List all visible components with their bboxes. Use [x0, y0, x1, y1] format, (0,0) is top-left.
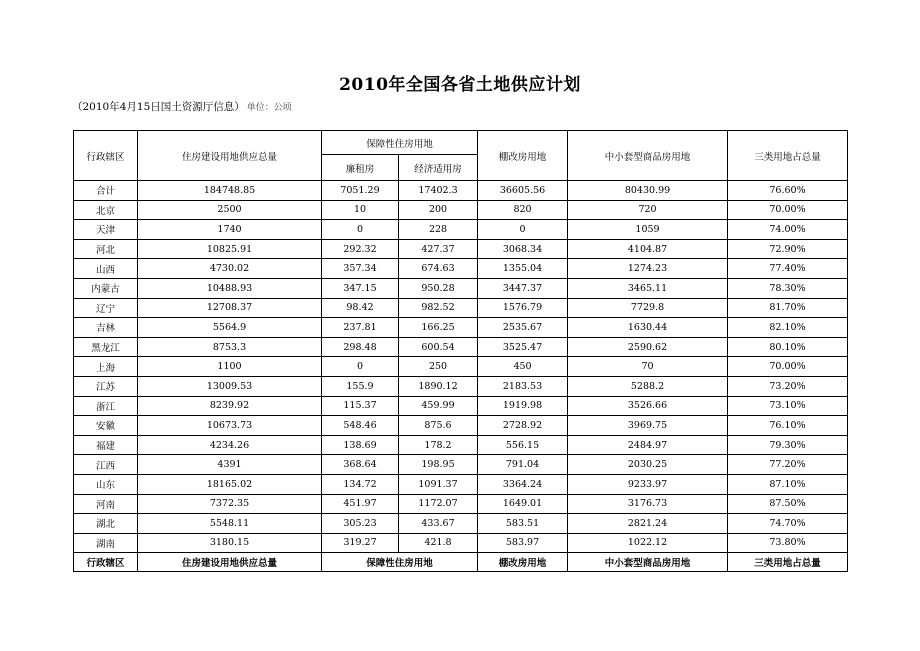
table-row — [74, 474, 848, 494]
cell-shantytown: 1355.04 — [478, 259, 568, 279]
cell-lowrent: 10 — [322, 200, 399, 220]
table-row — [74, 337, 848, 357]
cell-share: 79.30% — [728, 435, 848, 455]
cell-economic: 950.28 — [399, 278, 478, 298]
table-row — [74, 514, 848, 534]
footer-region: 行政辖区 — [74, 553, 138, 572]
table-row — [74, 455, 848, 475]
cell-shantytown: 820 — [478, 200, 568, 220]
cell-region: 湖南 — [74, 533, 138, 553]
cell-shantytown: 791.04 — [478, 455, 568, 475]
cell-smallmid: 9233.97 — [568, 474, 728, 494]
header-affordable-group: 保障性住房用地 — [322, 131, 478, 155]
cell-region: 北京 — [74, 200, 138, 220]
cell-total: 5564.9 — [138, 318, 322, 338]
cell-smallmid: 1274.23 — [568, 259, 728, 279]
cell-smallmid: 1630.44 — [568, 318, 728, 338]
cell-shantytown: 3068.34 — [478, 239, 568, 259]
cell-share: 76.10% — [728, 416, 848, 436]
cell-lowrent: 298.48 — [322, 337, 399, 357]
header-lowrent: 廉租房 — [322, 155, 399, 181]
cell-region: 天津 — [74, 220, 138, 240]
cell-shantytown: 0 — [478, 220, 568, 240]
cell-share: 74.70% — [728, 514, 848, 534]
cell-shantytown: 3525.47 — [478, 337, 568, 357]
cell-lowrent: 237.81 — [322, 318, 399, 338]
cell-total: 8753.3 — [138, 337, 322, 357]
cell-region: 合计 — [74, 181, 138, 201]
table-row — [74, 396, 848, 416]
cell-smallmid: 2821.24 — [568, 514, 728, 534]
cell-share: 70.00% — [728, 200, 848, 220]
cell-total: 4730.02 — [138, 259, 322, 279]
cell-lowrent: 451.97 — [322, 494, 399, 514]
cell-share: 82.10% — [728, 318, 848, 338]
table-row — [74, 318, 848, 338]
header-economic: 经济适用房 — [399, 155, 478, 181]
cell-lowrent: 0 — [322, 357, 399, 377]
cell-smallmid: 1022.12 — [568, 533, 728, 553]
cell-shantytown: 450 — [478, 357, 568, 377]
cell-share: 73.10% — [728, 396, 848, 416]
cell-share: 76.60% — [728, 181, 848, 201]
cell-region: 山东 — [74, 474, 138, 494]
cell-economic: 178.2 — [399, 435, 478, 455]
cell-shantytown: 2728.92 — [478, 416, 568, 436]
table-row — [74, 239, 848, 259]
cell-economic: 250 — [399, 357, 478, 377]
table-body — [74, 181, 848, 553]
cell-shantytown: 1919.98 — [478, 396, 568, 416]
table-row — [74, 298, 848, 318]
cell-share: 80.10% — [728, 337, 848, 357]
table-row — [74, 259, 848, 279]
footer-affordable: 保障性住房用地 — [322, 553, 478, 572]
cell-lowrent: 7051.29 — [322, 181, 399, 201]
source-note — [72, 99, 292, 114]
cell-economic: 982.52 — [399, 298, 478, 318]
cell-region: 内蒙古 — [74, 278, 138, 298]
cell-lowrent: 98.42 — [322, 298, 399, 318]
table-row — [74, 376, 848, 396]
cell-lowrent: 155.9 — [322, 376, 399, 396]
table-row — [74, 533, 848, 553]
table-row — [74, 357, 848, 377]
page-title: 2010年全国各省土地供应计划 — [339, 75, 581, 95]
table-row — [74, 494, 848, 514]
header-smallmid: 中小套型商品房用地 — [568, 131, 728, 181]
cell-lowrent: 292.32 — [322, 239, 399, 259]
cell-shantytown: 3364.24 — [478, 474, 568, 494]
cell-shantytown: 2535.67 — [478, 318, 568, 338]
cell-smallmid: 5288.2 — [568, 376, 728, 396]
cell-economic: 600.54 — [399, 337, 478, 357]
cell-region: 浙江 — [74, 396, 138, 416]
cell-region: 吉林 — [74, 318, 138, 338]
cell-smallmid: 7729.8 — [568, 298, 728, 318]
cell-region: 江苏 — [74, 376, 138, 396]
cell-total: 10825.91 — [138, 239, 322, 259]
cell-economic: 433.67 — [399, 514, 478, 534]
cell-total: 7372.35 — [138, 494, 322, 514]
cell-economic: 166.25 — [399, 318, 478, 338]
cell-region: 江西 — [74, 455, 138, 475]
table-row — [74, 416, 848, 436]
cell-lowrent: 0 — [322, 220, 399, 240]
table-row — [74, 435, 848, 455]
cell-region: 河北 — [74, 239, 138, 259]
cell-smallmid: 720 — [568, 200, 728, 220]
cell-lowrent: 305.23 — [322, 514, 399, 534]
cell-lowrent: 368.64 — [322, 455, 399, 475]
cell-shantytown: 2183.53 — [478, 376, 568, 396]
cell-region: 辽宁 — [74, 298, 138, 318]
cell-share: 74.00% — [728, 220, 848, 240]
footer-share: 三类用地占总量 — [728, 553, 848, 572]
cell-total: 8239.92 — [138, 396, 322, 416]
cell-total: 2500 — [138, 200, 322, 220]
table-row — [74, 200, 848, 220]
cell-lowrent: 347.15 — [322, 278, 399, 298]
cell-region: 山西 — [74, 259, 138, 279]
cell-total: 1740 — [138, 220, 322, 240]
table-row — [74, 278, 848, 298]
cell-share: 77.20% — [728, 455, 848, 475]
cell-smallmid: 1059 — [568, 220, 728, 240]
cell-share: 87.50% — [728, 494, 848, 514]
header-shantytown: 棚改房用地 — [478, 131, 568, 181]
header-share: 三类用地占总量 — [728, 131, 848, 181]
cell-economic: 228 — [399, 220, 478, 240]
cell-total: 10488.93 — [138, 278, 322, 298]
cell-lowrent: 134.72 — [322, 474, 399, 494]
cell-region: 黑龙江 — [74, 337, 138, 357]
cell-smallmid: 3526.66 — [568, 396, 728, 416]
cell-smallmid: 3176.73 — [568, 494, 728, 514]
cell-share: 70.00% — [728, 357, 848, 377]
cell-shantytown: 556.15 — [478, 435, 568, 455]
cell-economic: 459.99 — [399, 396, 478, 416]
cell-region: 安徽 — [74, 416, 138, 436]
cell-total: 3180.15 — [138, 533, 322, 553]
cell-economic: 875.6 — [399, 416, 478, 436]
cell-lowrent: 357.34 — [322, 259, 399, 279]
cell-shantytown: 36605.56 — [478, 181, 568, 201]
cell-lowrent: 548.46 — [322, 416, 399, 436]
cell-smallmid: 3465.11 — [568, 278, 728, 298]
cell-smallmid: 4104.87 — [568, 239, 728, 259]
cell-smallmid: 2484.97 — [568, 435, 728, 455]
cell-economic: 17402.3 — [399, 181, 478, 201]
cell-share: 73.80% — [728, 533, 848, 553]
table-row — [74, 181, 848, 201]
cell-economic: 200 — [399, 200, 478, 220]
cell-lowrent: 115.37 — [322, 396, 399, 416]
land-supply-table — [73, 130, 848, 572]
source-text: （2010年4月15日国土资源厅信息） — [72, 101, 245, 113]
cell-total: 1100 — [138, 357, 322, 377]
header-total: 住房建设用地供应总量 — [138, 131, 322, 181]
cell-shantytown: 583.97 — [478, 533, 568, 553]
cell-economic: 1890.12 — [399, 376, 478, 396]
cell-smallmid: 3969.75 — [568, 416, 728, 436]
cell-smallmid: 80430.99 — [568, 181, 728, 201]
cell-share: 78.30% — [728, 278, 848, 298]
unit-label: 单位：公顷 — [246, 103, 292, 113]
header-row-top — [74, 131, 848, 155]
footer-smallmid: 中小套型商品房用地 — [568, 553, 728, 572]
cell-smallmid: 2590.62 — [568, 337, 728, 357]
cell-total: 184748.85 — [138, 181, 322, 201]
cell-economic: 198.95 — [399, 455, 478, 475]
cell-share: 81.70% — [728, 298, 848, 318]
cell-shantytown: 1649.01 — [478, 494, 568, 514]
cell-smallmid: 70 — [568, 357, 728, 377]
cell-total: 13009.53 — [138, 376, 322, 396]
cell-economic: 1091.37 — [399, 474, 478, 494]
cell-share: 87.10% — [728, 474, 848, 494]
cell-total: 12708.37 — [138, 298, 322, 318]
cell-total: 4234.26 — [138, 435, 322, 455]
cell-economic: 674.63 — [399, 259, 478, 279]
cell-total: 5548.11 — [138, 514, 322, 534]
header-region: 行政辖区 — [74, 131, 138, 181]
cell-share: 73.20% — [728, 376, 848, 396]
cell-total: 18165.02 — [138, 474, 322, 494]
cell-shantytown: 1576.79 — [478, 298, 568, 318]
footer-shantytown: 棚改房用地 — [478, 553, 568, 572]
table-row — [74, 220, 848, 240]
cell-region: 河南 — [74, 494, 138, 514]
cell-economic: 427.37 — [399, 239, 478, 259]
cell-economic: 421.8 — [399, 533, 478, 553]
cell-region: 湖北 — [74, 514, 138, 534]
cell-shantytown: 3447.37 — [478, 278, 568, 298]
cell-economic: 1172.07 — [399, 494, 478, 514]
cell-share: 77.40% — [728, 259, 848, 279]
cell-share: 72.90% — [728, 239, 848, 259]
footer-row — [74, 553, 848, 572]
cell-shantytown: 583.51 — [478, 514, 568, 534]
cell-lowrent: 138.69 — [322, 435, 399, 455]
cell-region: 上海 — [74, 357, 138, 377]
cell-lowrent: 319.27 — [322, 533, 399, 553]
cell-total: 10673.73 — [138, 416, 322, 436]
cell-total: 4391 — [138, 455, 322, 475]
footer-total: 住房建设用地供应总量 — [138, 553, 322, 572]
cell-smallmid: 2030.25 — [568, 455, 728, 475]
cell-region: 福建 — [74, 435, 138, 455]
